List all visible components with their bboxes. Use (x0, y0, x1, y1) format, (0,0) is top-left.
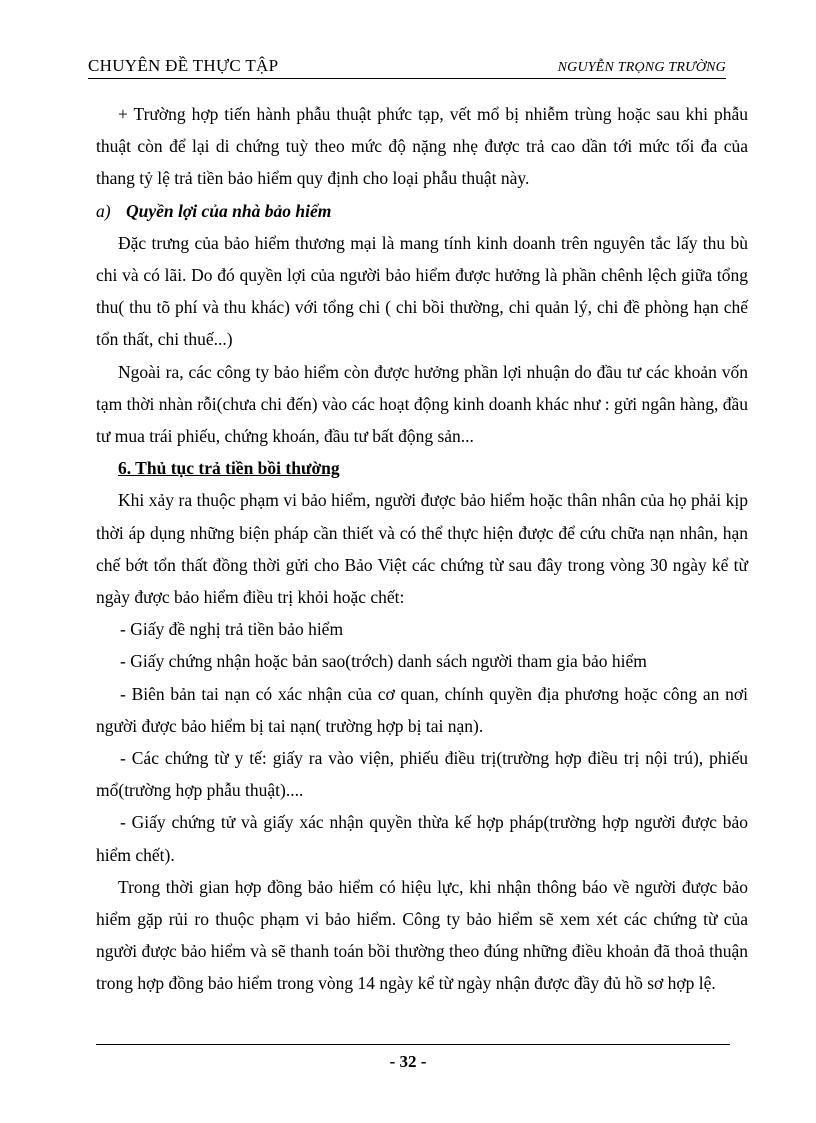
subheading-insurer-benefits (96, 195, 748, 227)
list-item: - Biên bản tai nạn có xác nhận của cơ quan, chính quyền địa phương hoặc công an nơi người được bảo hiểm bị tai nạn( trường hợp bị tai nạn). (96, 683, 748, 736)
paragraph-claim-requirements: Khi xảy ra thuộc phạm vi bảo hiểm, người được bảo hiểm hoặc thân nhân của họ phải kịp thời áp dụng những biện pháp cần thiết và có thể thực hiện được để cứu chữa nạn nhân, hạn chế bớt tổn thất đồng thời gửi cho Bảo Việt các chứng từ sau đây trong vòng 30 ngày kể từ ngày được bảo hiểm điều trị khỏi hoặc chết: (96, 490, 748, 608)
subheading-title: Quyền lợi của nhà bảo hiểm (126, 200, 332, 221)
list-item: - Các chứng từ y tế: giấy ra vào viện, phiếu điều trị(trường hợp điều trị nội trú), phiếu mổ(trường hợp phẫu thuật).... (96, 748, 748, 801)
header-author: NGUYỄN TRỌNG TRƯỜNG (557, 60, 726, 75)
page-number: - 32 - (389, 1052, 427, 1071)
paragraph-investment-profit: Ngoài ra, các công ty bảo hiểm còn được hưởng phần lợi nhuận do đầu tư các khoản vốn tạm thời nhàn rỗi(chưa chi đến) vào các hoạt động kinh doanh khác như : gửi ngân hàng, đầu tư mua trái phiếu, chứng khoán, đầu tư bất động sản... (96, 361, 748, 447)
footer-divider (96, 1044, 730, 1045)
page-content (96, 98, 748, 1000)
list-item: - Giấy đề nghị trả tiền bảo hiểm (120, 619, 344, 640)
section-heading-claim-procedure: 6. Thủ tục trả tiền bồi thường (118, 458, 340, 479)
page-header (88, 56, 726, 79)
document-list (96, 613, 748, 871)
header-title: CHUYÊN ĐỀ THỰC TẬP (88, 56, 279, 75)
paragraph-commercial-insurance: Đặc trưng của bảo hiểm thương mại là mang tính kinh doanh trên nguyên tắc lấy thu bù chi và có lãi. Do đó quyền lợi của người bảo hiểm được hưởng là phần chênh lệch giữa tổng thu( thu tõ phí và thu khác) với tổng chi ( chi bồi thường, chi quản lý, chi đề phòng hạn chế tổn thất, chi thuế...) (96, 232, 748, 350)
paragraph-payment-timeline: Trong thời gian hợp đồng bảo hiểm có hiệu lực, khi nhận thông báo về người được bảo hiểm gặp rủi ro thuộc phạm vi bảo hiểm. Công ty bảo hiểm sẽ xem xét các chứng từ của người được bảo hiểm và sẽ thanh toán bồi thường theo đúng những điều khoản đã thoả thuận trong hợp đồng bảo hiểm trong vòng 14 ngày kể từ ngày nhận được đầy đủ hồ sơ hợp lệ. (96, 876, 748, 994)
list-item: - Giấy chứng nhận hoặc bản sao(trớch) danh sách người tham gia bảo hiểm (120, 651, 647, 672)
list-item: - Giấy chứng tử và giấy xác nhận quyền thừa kế hợp pháp(trường hợp người được bảo hiểm chết). (96, 812, 748, 865)
paragraph-surgery-case: + Trường hợp tiến hành phẫu thuật phức tạp, vết mổ bị nhiễm trùng hoặc sau khi phẫu thuật còn để lại di chứng tuỳ theo mức độ nặng nhẹ được trả cao dần tới mức tối đa của thang tỷ lệ trả tiền bảo hiểm quy định cho loại phẫu thuật này. (96, 104, 748, 189)
subheading-marker: a) (96, 200, 111, 221)
